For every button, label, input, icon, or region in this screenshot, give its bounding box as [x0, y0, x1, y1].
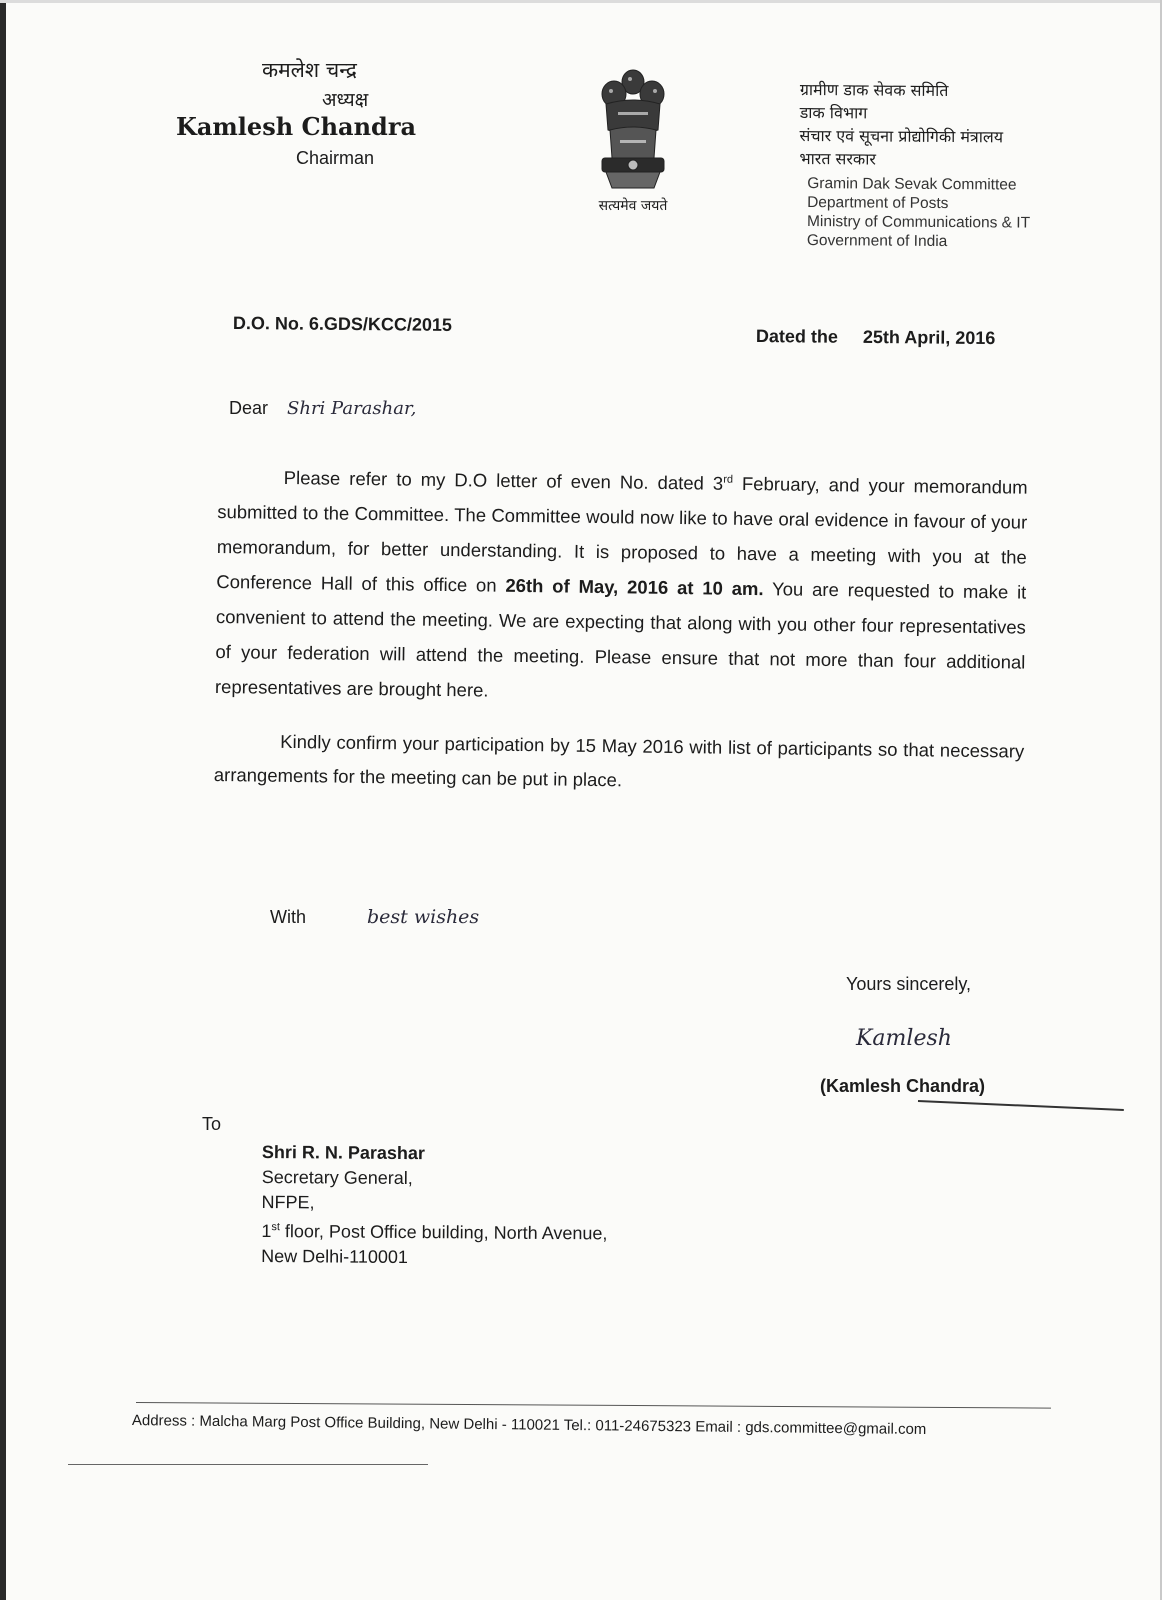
header-hindi-line: ग्रामीण डाक सेवक समिति [799, 79, 949, 101]
p1-text-a: Please refer to my D.O letter of even No. dated 3 [283, 467, 724, 494]
addressee-org: NFPE, [261, 1191, 315, 1213]
signature-stroke [918, 1100, 1124, 1111]
addressee-block [261, 1140, 608, 1271]
yours-sincerely: Yours sincerely, [846, 974, 972, 994]
addressee-city: New Delhi-110001 [261, 1245, 409, 1268]
header-english-line: Government of India [806, 232, 948, 251]
footer-divider [136, 1402, 1051, 1409]
body-paragraph-1 [215, 456, 1028, 715]
addressee-name: Shri R. N. Parashar [261, 1142, 426, 1164]
meeting-datetime: 26th of May, 2016 at 10 am. [505, 574, 764, 600]
national-emblem-icon [592, 60, 674, 206]
p1-superscript: rd [723, 473, 734, 486]
header-hindi-line: डाक विभाग [799, 102, 868, 123]
handwritten-wishes: best wishes [367, 906, 480, 928]
emblem-motto: सत्यमेव जयते [598, 198, 668, 214]
header-english-line: Ministry of Communications & IT [806, 213, 1031, 232]
address-line: floor, Post Office building, North Avenue, [279, 1221, 608, 1244]
floor-superscript: st [271, 1221, 281, 1234]
ministry-header [799, 78, 1031, 252]
p1-text-b: February, and your memorandum submitted to the Committee. The Committee would now like to have oral evidence in favour of your memorandum, for better understanding. It is proposed to have a meeting with you at the Conference Hall of this office on [216, 472, 1028, 596]
date-value: 25th April, 2016 [862, 326, 996, 349]
signature: Kamlesh [856, 1026, 952, 1051]
salutation [229, 398, 416, 419]
dated-label: Dated the [755, 326, 839, 347]
p1-text-c: You are requested to make it convenient to attend the meeting. We are expecting that along with you other four representatives of your federation will attend the meeting. Please ensure that not more than four additional representatives are brought here. [214, 578, 1027, 701]
bottom-divider [68, 1464, 428, 1465]
chairman-title: Chairman [296, 148, 375, 168]
chairman-name-hindi: कमलेश चन्द्र [262, 58, 357, 82]
chairman-title-hindi: अध्यक्ष [322, 89, 369, 111]
signer-name: (Kamlesh Chandra) [820, 1076, 986, 1096]
to-label: To [202, 1114, 222, 1134]
with-best-wishes [270, 906, 479, 928]
scan-edge-left [0, 0, 6, 1600]
chairman-name: Kamlesh Chandra [176, 112, 417, 141]
header-hindi-line: संचार एवं सूचना प्रोद्योगिकी मंत्रालय [799, 125, 1004, 147]
addressee-designation: Secretary General, [261, 1166, 413, 1189]
footer-address: Address : Malcha Marg Post Office Building, New Delhi - 110021 Tel.: 011-24675323 Email : gds.committee@gmail.com [131, 1412, 927, 1439]
floor-number: 1 [261, 1220, 272, 1242]
letter-body [214, 456, 1028, 803]
with-label: With [270, 907, 306, 927]
letter-date [756, 326, 996, 349]
header-english-line: Department of Posts [807, 194, 949, 213]
header-english-line: Gramin Dak Sevak Committee [807, 175, 1017, 194]
salutation-prefix: Dear [229, 398, 269, 418]
header-hindi-line: भारत सरकार [799, 148, 876, 169]
body-paragraph-2: Kindly confirm your participation by 15 May 2016 with list of participants so that necessary arrangements for the meeting can be put in place. [213, 730, 1025, 791]
handwritten-salutation-name: Shri Parashar, [287, 398, 417, 419]
addressee-address [261, 1215, 607, 1246]
do-number: D.O. No. 6.GDS/KCC/2015 [232, 313, 453, 335]
scan-edge-top [0, 0, 1162, 3]
